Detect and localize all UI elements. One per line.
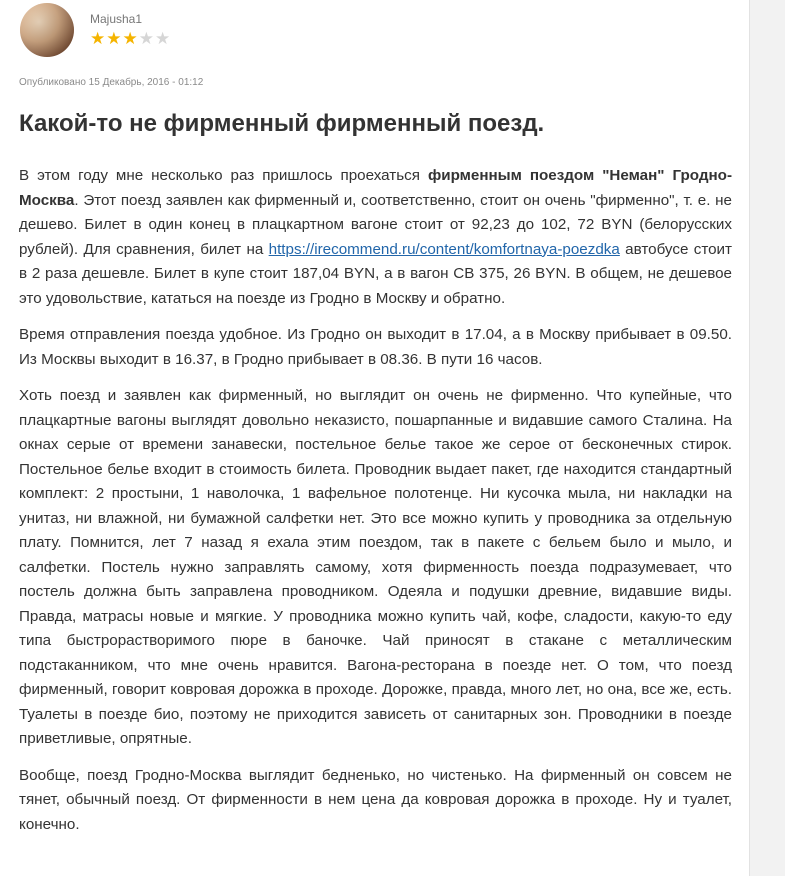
published-date: Опубликовано 15 Декабрь, 2016 - 01:12 <box>19 77 204 88</box>
star-icon: ★ <box>90 29 106 48</box>
review-title: Какой-то не фирменный фирменный поезд. <box>19 110 545 137</box>
author-block <box>19 0 732 64</box>
comparison-link[interactable]: https://irecommend.ru/content/komfortnaya-poezdka <box>268 240 620 258</box>
author-username[interactable]: Majusha1 <box>90 12 143 26</box>
review-paragraph: В этом году мне несколько раз пришлось проехаться фирменным поездом "Неман" Гродно-Москва. Этот поезд заявлен как фирменный и, соответственно, стоит он очень "фирменно", т. е. не дешево. Билет в один конец в плацкартном вагоне стоит от 92,23 до 102, 72 BYN (белорусских рублей). Для сравнения, билет на https://irecommend.ru/content/komfortnaya-poezdka автобусе стоит в 2 раза дешевле. Билет в купе стоит 187,04 BYN, а в вагон СВ 375, 26 BYN. В общем, не дешевое это удовольствие, кататься на поезде из Гродно в Москву и обратно. <box>19 167 733 307</box>
review-paragraph: Вообще, поезд Гродно-Москва выглядит бедненько, но чистенько. На фирменный он совсем не тянет, обычный поезд. От фирменности в нем цена да ковровая дорожка в проходе. Ну и туалет, конечно. <box>19 766 732 833</box>
review-paragraph: Хоть поезд и заявлен как фирменный, но выглядит он очень не фирменно. Что купейные, что плацкартные вагоны выглядят довольно неказисто, пошарпанные и видавшие самого Сталина. На окнах серые от времени занавески, постельное белье такое же серое от бесконечных стирок. Постельное белье входит в стоимость билета. Проводник выдает пакет, где находится стандартный комплект: 2 простыни, 1 наволочка, 1 вафельное полотенце. Ни кусочка мыла, ни накладки на унитаз, ни влажной, ни бумажной салфетки нет. Это все можно купить у проводника за отдельную плату. Помнится, лет 7 назад я ехала этим поездом, так в пакете с бельем было и мыло, и салфетки. Постель нужно заправлять самому, хотя фирменность поезда подразумевает, что постель должна быть заправлена проводником. Одеяла и подушки древние, видавшие виды. Правда, матрасы новые и мягкие. У проводника можно купить чай, кофе, сладости, какую-то еду типа быстрорастворимого пюре в баночке. Чай приносят в стакане с металлическим подстаканником, что мне очень нравится. Вагона-ресторана в поезде нет. О том, что поезд фирменный, говорит ковровая дорожка в проходе. Дорожке, правда, много лет, но она, все же, есть. Туалеты в поезде био, поэтому не приходится зависеть от санитарных зон. Проводники в поезде приветливые, опрятные. <box>19 387 732 747</box>
avatar[interactable] <box>20 3 74 57</box>
review-container <box>19 0 733 833</box>
star-rating <box>90 30 170 47</box>
right-sidebar-rail <box>749 0 785 876</box>
review-body <box>19 164 732 849</box>
star-icon: ★ <box>138 29 154 48</box>
train-name-bold: фирменным поездом "Неман" Гродно-Москва <box>19 167 733 209</box>
star-icon: ★ <box>106 29 122 48</box>
star-icon: ★ <box>122 29 138 48</box>
star-icon: ★ <box>155 29 171 48</box>
review-paragraph: Время отправления поезда удобное. Из Гродно он выходит в 17.04, а в Москву прибывает в 09.50. Из Москвы выходит в 16.37, в Гродно прибывает в 08.36. В пути 16 часов. <box>19 326 732 368</box>
